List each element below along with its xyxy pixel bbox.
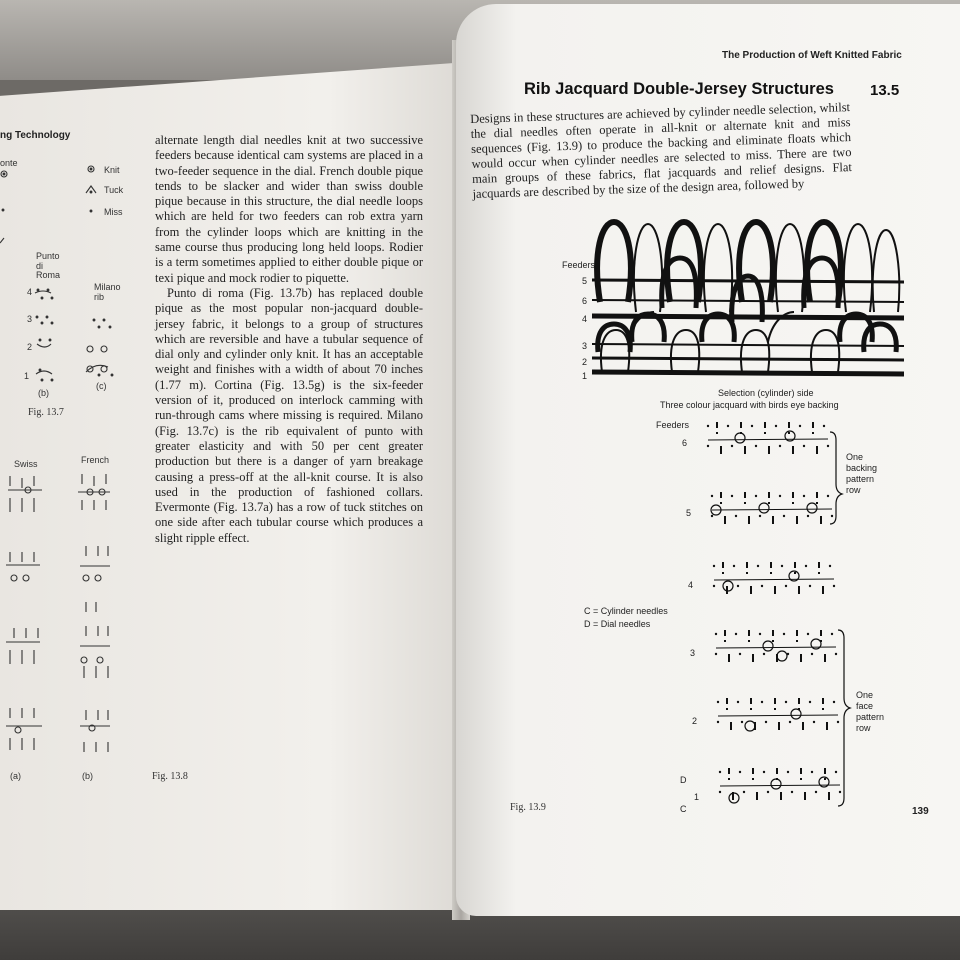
figure-caption-line1: Selection (cylinder) side <box>718 388 814 398</box>
right-body-text <box>470 100 853 202</box>
fig138-sub-a: (a) <box>10 771 21 781</box>
fig138-caption: Fig. 13.8 <box>152 771 188 782</box>
fig138-label-french: French <box>81 455 110 465</box>
fig137-sub-c: (c) <box>96 381 107 391</box>
fig137-caption: Fig. 13.7 <box>28 407 64 418</box>
loop-feeder-3: 3 <box>582 341 588 351</box>
fig138-sub-b: (b) <box>82 771 93 781</box>
notation-feeder-4: 4 <box>688 580 694 590</box>
fig139-caption: Fig. 13.9 <box>510 802 546 813</box>
notation-feeder-3: 3 <box>690 648 696 658</box>
right-running-head: The Production of Weft Knitted Fabric <box>722 50 902 61</box>
fig137-label-roma: Roma <box>36 270 61 280</box>
face-brace-label: One face pattern row <box>856 690 885 733</box>
legend-knit: Knit <box>104 165 120 175</box>
notation-feeders-label: Feeders <box>656 420 690 430</box>
left-body-text <box>155 133 423 546</box>
figure-caption-line2: Three colour jacquard with birds eye backing <box>660 400 839 410</box>
legend-dial: D = Dial needles <box>584 619 651 629</box>
fig137-label-onte: onte <box>0 158 18 168</box>
dial-marker: D <box>680 775 687 785</box>
backing-brace-label: One backing pattern row <box>846 452 878 495</box>
fig137-feeder-2: 2 <box>27 342 33 352</box>
fig137-label-rib: rib <box>94 292 105 302</box>
left-running-head: ng Technology <box>0 130 71 141</box>
fig137-feeder-1: 1 <box>24 371 30 381</box>
fig137-label-punto: Punto <box>36 251 60 261</box>
right-paragraph: Designs in these structures are achieved by cylinder needle selection, whilst the dial needles often operate in all-knit or alternate knit and miss sequences (Fig. 13.9) to produce the backing and eliminate floats which would occur when cylinder needles are selected to miss. There are two main groups of these fabrics, flat jacquards and relief designs. Flat jacquards are described by the size of the design area, followed by <box>470 100 853 201</box>
loop-feeder-5: 5 <box>582 276 588 286</box>
fig137-needle-diagram <box>0 160 130 420</box>
section-number: 13.5 <box>870 82 900 99</box>
loop-feeder-2: 2 <box>582 357 588 367</box>
needle-notation-diagram <box>704 418 844 818</box>
legend-miss: Miss <box>104 207 123 217</box>
fig137-label-milano: Milano <box>94 282 121 292</box>
fig137-sub-b: (b) <box>38 388 49 398</box>
notation-feeder-5: 5 <box>686 508 692 518</box>
page-number: 139 <box>912 806 929 817</box>
notation-feeder-2: 2 <box>692 716 698 726</box>
cylinder-marker: C <box>680 804 687 814</box>
legend-cylinder: C = Cylinder needles <box>584 606 668 616</box>
loop-structure-diagram <box>592 212 912 382</box>
left-paragraph-1: alternate length dial needles knit at two successive feeders because identical cam systems are placed in a two-feeder sequence in the dial. French double pique tends to be slacker and wider than swiss double pique because in this structure, the dial needle loops which are held for two feeders can rob extra yarn from the cylinder loops which are knitting in the same course thus producing long held loops. Rodier is a term sometimes applied to either double pique or texi pique and mock rodier to piquette. <box>155 133 423 285</box>
notation-feeder-6: 6 <box>682 438 688 448</box>
fig137-feeder-4: 4 <box>27 287 33 297</box>
fig138-label-swiss: Swiss <box>14 459 38 469</box>
fig138-needle-diagram <box>0 470 130 770</box>
loop-feeder-1: 1 <box>582 371 588 381</box>
left-paragraph-2: Punto di roma (Fig. 13.7b) has replaced double pique as the most popular non-jacquard double-jersey fabric, it belongs to a group of structures which are reversible and have a tubular sequence of dial only and cylinder only knit. It has an acceptable weight and finishes with a width of about 70 inches (1.77 m). Cortina (Fig. 13.5g) is the six-feeder version of it, produced on interlock camming with run-through cams where missing is required. Milano (Fig. 13.7c) is the rib equivalent of punto with greater elasticity and with 50 per cent greater production but there is a danger of yarn breakage causing a press-off at the all-knit course. It is also used in the production of fashioned collars. Evermonte (Fig. 13.7a) has a row of tuck stitches on one side after each tubular course which produces a slight ripple effect. <box>155 285 423 545</box>
loop-feeders-label: Feeders <box>562 260 596 270</box>
fig137-feeder-3: 3 <box>27 314 33 324</box>
notation-feeder-1: 1 <box>694 792 700 802</box>
loop-feeder-4: 4 <box>582 314 588 324</box>
section-title: Rib Jacquard Double-Jersey Structures <box>524 80 834 98</box>
legend-tuck: Tuck <box>104 185 124 195</box>
loop-feeder-6: 6 <box>582 296 588 306</box>
fig137-label-di: di <box>36 261 44 271</box>
